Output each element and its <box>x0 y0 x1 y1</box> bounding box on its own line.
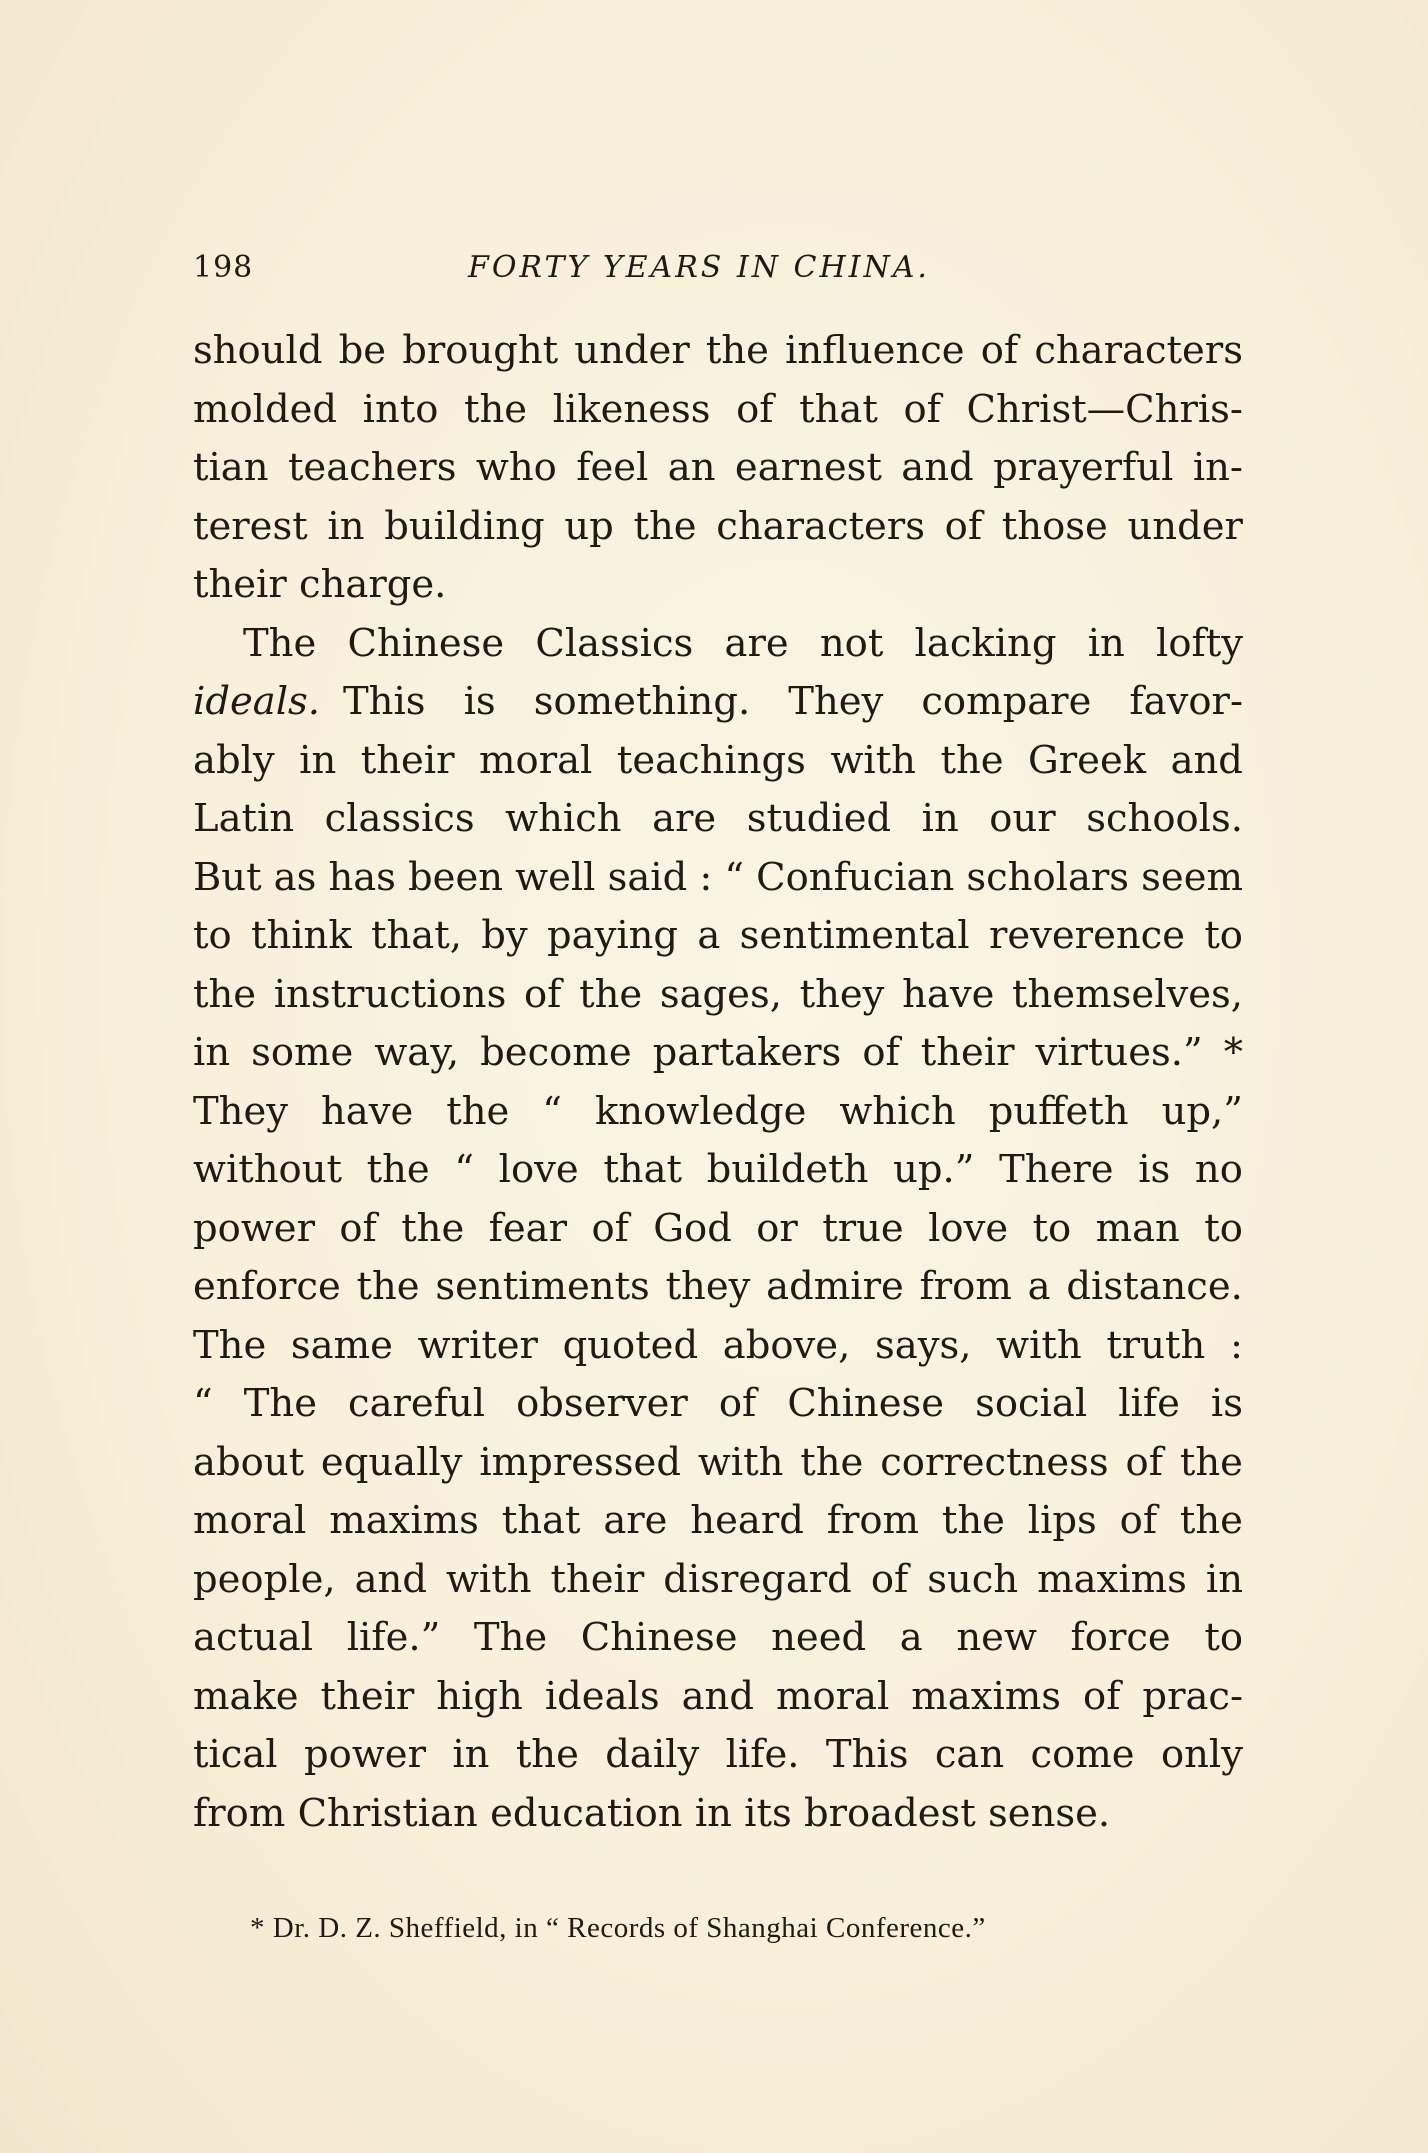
word: they <box>799 971 885 1017</box>
word: high <box>436 1673 523 1719</box>
word: their <box>360 737 455 783</box>
word: only <box>1160 1732 1243 1777</box>
word: “ <box>542 1088 562 1134</box>
word: they <box>665 1264 751 1309</box>
word: maxims <box>1037 1556 1187 1602</box>
word: life <box>1118 1381 1180 1426</box>
text-line <box>193 673 1243 732</box>
word: teachers <box>287 445 457 490</box>
word: up,” <box>1161 1088 1243 1134</box>
word: sentimental <box>739 913 970 958</box>
word: writer <box>417 1322 538 1368</box>
word: and <box>901 445 974 490</box>
word: heard <box>690 1498 804 1543</box>
word: “ <box>193 1381 213 1426</box>
word: of <box>944 503 983 549</box>
text-line <box>193 1200 1243 1259</box>
word: buildeth <box>706 1147 869 1192</box>
word: that <box>501 1498 581 1543</box>
word: true <box>822 1205 904 1251</box>
word: the <box>401 1205 465 1251</box>
word: : <box>699 854 713 900</box>
word: power <box>304 1732 426 1777</box>
word: studied <box>746 796 892 841</box>
word: schools. <box>1086 796 1243 841</box>
word: without <box>193 1147 342 1192</box>
word: quoted <box>562 1322 699 1368</box>
word: a <box>1027 1264 1051 1309</box>
word: their <box>550 1556 645 1602</box>
word: the <box>446 1088 510 1134</box>
word: love <box>498 1147 579 1192</box>
word: has <box>328 854 396 900</box>
word: in <box>193 1030 231 1075</box>
word: scholars <box>966 854 1130 900</box>
word: the <box>193 971 257 1017</box>
text-line <box>193 1317 1243 1376</box>
word: enforce <box>193 1264 341 1309</box>
word: up <box>564 503 614 549</box>
text-line <box>193 732 1243 791</box>
word: building <box>384 503 545 549</box>
word: to <box>193 913 232 958</box>
word: make <box>193 1673 299 1719</box>
text-line <box>193 849 1243 908</box>
text-line <box>193 1375 1243 1434</box>
word: The <box>243 1381 317 1426</box>
word: prayerful <box>993 445 1174 490</box>
word: teachings <box>616 737 806 783</box>
word: from <box>826 1498 920 1543</box>
italic-word: ideals. <box>193 679 321 724</box>
word: come <box>1030 1732 1135 1777</box>
word: the <box>464 386 528 432</box>
word: think <box>250 913 352 958</box>
word: said <box>607 854 688 900</box>
word: our <box>989 796 1056 841</box>
word: that, <box>371 913 462 958</box>
word: above, <box>722 1322 851 1368</box>
word: the <box>1179 1439 1243 1485</box>
word: moral <box>479 737 593 783</box>
text-line-rest <box>343 673 1243 732</box>
word: the <box>515 1732 579 1777</box>
word: which <box>505 796 622 841</box>
word: “ <box>724 854 745 900</box>
word: actual <box>193 1615 314 1660</box>
word: themselves, <box>1012 971 1243 1017</box>
word: such <box>927 1556 1019 1602</box>
word: compare <box>921 679 1092 724</box>
word: sages, <box>659 971 782 1017</box>
word: in <box>1205 1556 1243 1602</box>
text-line <box>193 1551 1243 1610</box>
text-line <box>193 1258 1243 1317</box>
word: earnest <box>734 445 882 490</box>
word: God <box>653 1205 732 1251</box>
word: is <box>463 679 496 724</box>
word: or <box>756 1205 798 1251</box>
text-line <box>193 1434 1243 1493</box>
word: in <box>921 796 959 841</box>
word: by <box>481 913 528 958</box>
word: in <box>299 737 337 783</box>
word: knowledge <box>594 1088 807 1134</box>
text-line <box>193 1024 1243 1083</box>
word: of <box>1119 1498 1158 1543</box>
word: likeness <box>552 386 711 432</box>
word: reverence <box>988 913 1185 958</box>
word: lips <box>1027 1498 1097 1543</box>
word: way, <box>374 1030 460 1075</box>
word: of <box>862 1030 900 1075</box>
word: with <box>697 1439 784 1485</box>
word: equally <box>320 1439 463 1485</box>
word: with <box>996 1322 1082 1368</box>
text-line <box>193 790 1243 849</box>
text-line <box>193 1609 1243 1668</box>
word: : <box>1229 1322 1243 1368</box>
text-line <box>193 439 1243 498</box>
word: the <box>705 328 769 373</box>
word: daily <box>605 1732 700 1777</box>
word: of <box>591 1205 629 1251</box>
word: moral <box>775 1673 890 1719</box>
word: those <box>1001 503 1108 549</box>
word: up.” <box>893 1147 975 1192</box>
text-line <box>193 1668 1243 1727</box>
word: from <box>919 1264 1012 1309</box>
word: Christ—Chris- <box>966 386 1243 432</box>
word: correctness <box>880 1439 1109 1485</box>
word: can <box>934 1732 1005 1777</box>
word: of <box>1125 1439 1163 1485</box>
word: that <box>603 1147 683 1192</box>
text-line <box>193 615 1243 674</box>
word: fear <box>488 1205 568 1251</box>
word: about <box>193 1439 305 1485</box>
word: “ <box>454 1147 475 1192</box>
word: of <box>736 386 774 432</box>
word: characters <box>1034 328 1243 373</box>
word: Confucian <box>756 854 955 900</box>
word: social <box>975 1381 1088 1426</box>
word: need <box>771 1615 867 1660</box>
word: the <box>800 1439 864 1485</box>
body-text <box>193 322 1243 1843</box>
word: under <box>574 328 690 373</box>
word: instructions <box>273 971 507 1017</box>
word: characters <box>716 503 925 549</box>
word: disregard <box>663 1556 852 1602</box>
word: They <box>788 679 884 724</box>
word: tical <box>193 1732 278 1777</box>
text-line <box>193 322 1243 381</box>
word: power <box>193 1205 315 1251</box>
text-line <box>193 1785 1243 1844</box>
text-line <box>193 381 1243 440</box>
word: seem <box>1141 854 1243 900</box>
word: been <box>408 854 504 900</box>
word: Chinese <box>580 1615 738 1660</box>
word: the <box>579 971 643 1017</box>
word: their <box>920 1030 1015 1075</box>
word: with <box>830 737 916 783</box>
word: There <box>999 1147 1114 1192</box>
word: life.” <box>346 1615 441 1660</box>
word: paying <box>546 913 679 958</box>
page-number: 198 <box>193 250 254 285</box>
word: The <box>243 620 317 666</box>
text-line <box>193 966 1243 1025</box>
word: impressed <box>479 1439 681 1485</box>
word: love <box>928 1205 1009 1251</box>
word: people, <box>193 1556 336 1602</box>
word: the <box>940 737 1004 783</box>
word: ideals <box>544 1673 660 1719</box>
word: observer <box>516 1381 688 1426</box>
word: in- <box>1192 445 1243 490</box>
word: classics <box>324 796 475 841</box>
word: lofty <box>1156 620 1243 666</box>
word: and <box>354 1556 427 1602</box>
text-line <box>193 498 1243 557</box>
word: which <box>839 1088 956 1134</box>
word: is <box>1210 1381 1243 1426</box>
word: But <box>193 854 262 900</box>
word: that <box>799 386 878 432</box>
word: Greek <box>1028 737 1147 783</box>
word: the <box>941 1498 1005 1543</box>
word: their <box>320 1673 415 1719</box>
text-line <box>193 1726 1243 1785</box>
word: This <box>343 679 426 724</box>
word: Chinese <box>347 620 505 666</box>
word: to <box>1204 913 1243 958</box>
word: new <box>956 1615 1037 1660</box>
word: puffeth <box>988 1088 1129 1134</box>
word: who <box>475 445 557 490</box>
word: maxims <box>329 1498 479 1543</box>
word: are <box>724 620 789 666</box>
word: of <box>339 1205 377 1251</box>
word: This <box>825 1732 909 1777</box>
word: distance. <box>1066 1264 1243 1309</box>
word: into <box>362 386 439 432</box>
word: man <box>1095 1205 1180 1251</box>
word: to <box>1204 1205 1243 1251</box>
word: careful <box>348 1381 486 1426</box>
word: to <box>1204 1615 1243 1660</box>
word: are <box>652 796 717 841</box>
word: They <box>193 1088 289 1134</box>
word: the <box>1179 1498 1243 1543</box>
word: the <box>633 503 697 549</box>
word: favor- <box>1129 679 1243 724</box>
word: Latin <box>193 796 295 841</box>
word: lacking <box>914 620 1057 666</box>
word: should <box>193 328 323 373</box>
word: feel <box>576 445 649 490</box>
word: is <box>1138 1147 1171 1192</box>
word: partakers <box>652 1030 842 1075</box>
word: says, <box>875 1322 972 1368</box>
word: same <box>290 1322 393 1368</box>
word: The <box>473 1615 548 1660</box>
word: truth <box>1106 1322 1206 1368</box>
word: tian <box>193 445 269 490</box>
word: molded <box>193 386 338 432</box>
word: * <box>1223 1030 1243 1075</box>
word: under <box>1127 503 1243 549</box>
word: ably <box>193 737 275 783</box>
text-line-content: from Christian education in its broadest sense. <box>193 1790 1111 1836</box>
word: virtues.” <box>1035 1030 1203 1075</box>
text-line <box>193 1141 1243 1200</box>
word: of <box>718 1381 757 1426</box>
word: with <box>445 1556 532 1602</box>
word: no <box>1194 1147 1243 1192</box>
word: to <box>1032 1205 1072 1251</box>
word: the <box>366 1147 430 1192</box>
text-line <box>193 556 1243 615</box>
word: an <box>667 445 716 490</box>
word: of <box>524 971 562 1017</box>
text-line-content: their charge. <box>193 562 447 607</box>
word: are <box>603 1498 668 1543</box>
word: Chinese <box>787 1381 945 1426</box>
word: and <box>1170 737 1243 783</box>
word: a <box>697 913 721 958</box>
word: The <box>193 1322 267 1368</box>
word: of <box>1083 1673 1121 1719</box>
word: not <box>819 620 884 666</box>
word: maxims <box>911 1673 1062 1719</box>
word: Classics <box>535 620 694 666</box>
word: and <box>681 1673 754 1719</box>
word: in <box>327 503 365 549</box>
word: sentiments <box>435 1264 650 1309</box>
text-line <box>193 1492 1243 1551</box>
word: of <box>980 328 1019 373</box>
word: admire <box>766 1264 904 1309</box>
text-line <box>193 907 1243 966</box>
word: well <box>515 854 596 900</box>
word: brought <box>402 328 559 373</box>
running-title: FORTY YEARS IN CHINA. <box>468 250 930 285</box>
word: have <box>902 971 995 1017</box>
word: force <box>1070 1615 1171 1660</box>
word: influence <box>785 328 965 373</box>
word: a <box>899 1615 923 1660</box>
text-line <box>193 1083 1243 1142</box>
word: some <box>251 1030 354 1075</box>
page-header <box>193 250 963 300</box>
word: of <box>903 386 941 432</box>
word: life. <box>725 1732 800 1777</box>
word: of <box>870 1556 909 1602</box>
word: prac- <box>1142 1673 1243 1719</box>
word: the <box>356 1264 420 1309</box>
word: have <box>320 1088 414 1134</box>
word: in <box>1087 620 1125 666</box>
word: moral <box>193 1498 307 1543</box>
word: become <box>480 1030 632 1075</box>
word: something. <box>533 679 751 724</box>
word: in <box>452 1732 490 1777</box>
footnote: * Dr. D. Z. Sheffield, in “ Records of Shanghai Conference.” <box>250 1912 986 1944</box>
word: terest <box>193 503 308 549</box>
word: as <box>273 854 317 900</box>
word: be <box>338 328 387 373</box>
